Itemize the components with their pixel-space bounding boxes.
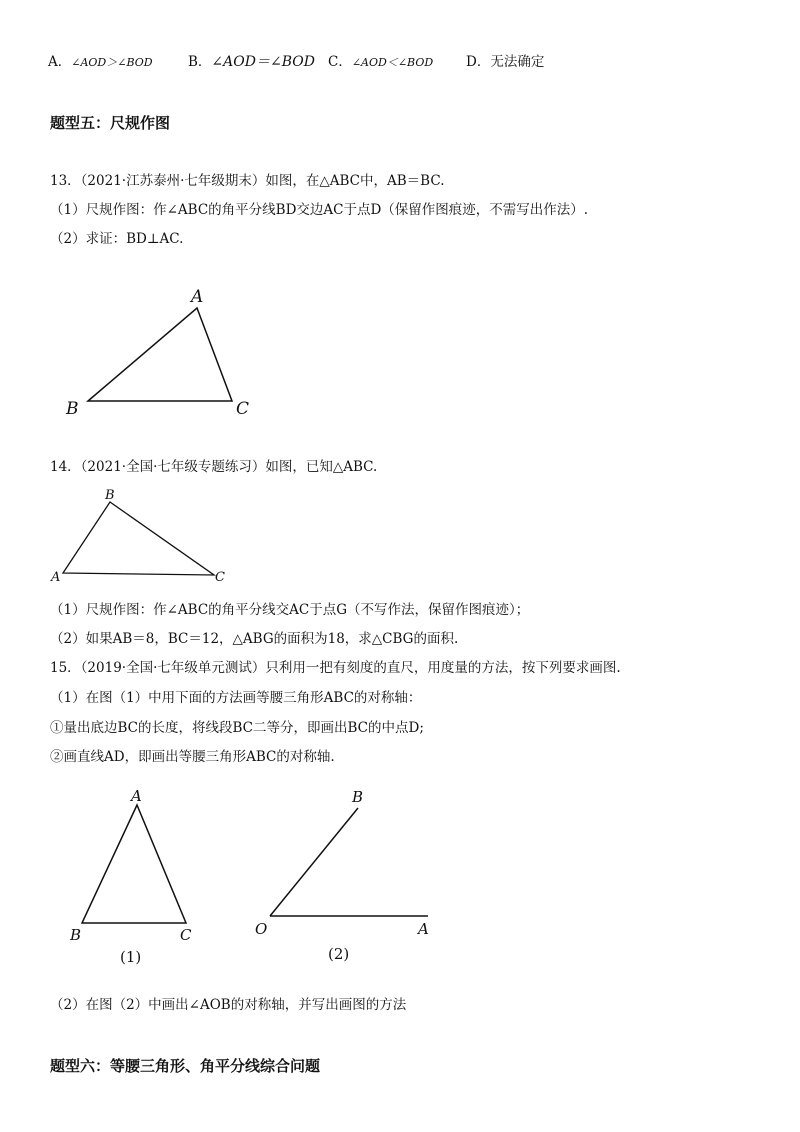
- q15-fig2-label-b: B: [352, 788, 364, 806]
- option-c: C．∠AOD＜∠BOD: [328, 54, 434, 70]
- q15-fig2-caption: (2): [328, 945, 350, 963]
- section-heading-5: 题型五：尺规作图: [50, 114, 171, 132]
- q14-label-c: C: [215, 570, 225, 585]
- q13-label-a: A: [191, 287, 204, 307]
- section-heading-6: 题型六：等腰三角形、角平分线综合问题: [50, 1057, 321, 1075]
- q15-fig1-label-b: B: [70, 926, 82, 944]
- q13-part2: （2）求证：BD⊥AC.: [50, 231, 184, 247]
- option-a-text: ∠AOD＞∠BOD: [71, 56, 153, 69]
- q14-stem: 14．（2021·全国·七年级专题练习）如图，已知△ABC.: [50, 459, 378, 475]
- q13-part1: （1）尺规作图：作∠ABC的角平分线BD交边AC于点D（保留作图痕迹，不需写出作法）.: [50, 202, 589, 218]
- option-b-text: ∠AOD＝∠BOD: [211, 54, 315, 70]
- q13-stem: 13．（2021·江苏泰州·七年级期末）如图，在△ABC中，AB＝BC.: [50, 173, 445, 189]
- q14-part2: （2）如果AB＝8，BC＝12，△ABG的面积为18，求△CBG的面积.: [50, 631, 459, 647]
- q15-fig1-label-c: C: [180, 926, 192, 944]
- q13-label-b: B: [66, 399, 79, 419]
- q15-fig1-triangle: [82, 805, 186, 923]
- q15-fig1-label-a: A: [131, 787, 142, 805]
- option-c-text: ∠AOD＜∠BOD: [351, 56, 434, 69]
- q15-part2: （2）在图（2）中画出∠AOB的对称轴，并写出画图的方法: [50, 997, 407, 1013]
- q14-label-a: A: [51, 570, 61, 585]
- q15-fig2-label-a: A: [418, 920, 429, 938]
- q14-part1: （1）尺规作图：作∠ABC的角平分线交AC于点G（不写作法，保留作图痕迹）；: [50, 602, 530, 618]
- q15-fig2-ray-ob: [270, 808, 358, 916]
- option-d-text: 无法确定: [490, 54, 545, 70]
- option-b: B．∠AOD＝∠BOD: [188, 54, 315, 70]
- q15-fig2-label-o: O: [255, 920, 268, 938]
- option-a: A．∠AOD＞∠BOD: [48, 54, 153, 70]
- q15-step2: ②画直线AD，即画出等腰三角形ABC的对称轴.: [50, 749, 335, 765]
- q13-label-c: C: [236, 399, 250, 419]
- q15-step1: ①量出底边BC的长度，将线段BC二等分，即画出BC的中点D;: [50, 720, 424, 736]
- q15-stem: 15．（2019·全国·七年级单元测试）只利用一把有刻度的直尺，用度量的方法，按下列要求画图.: [50, 660, 621, 676]
- q14-label-b: B: [105, 488, 115, 503]
- q15-part1: （1）在图（1）中用下面的方法画等腰三角形ABC的对称轴：: [50, 690, 422, 706]
- q15-fig1-caption: (1): [120, 948, 142, 966]
- option-d: D．无法确定: [466, 54, 545, 70]
